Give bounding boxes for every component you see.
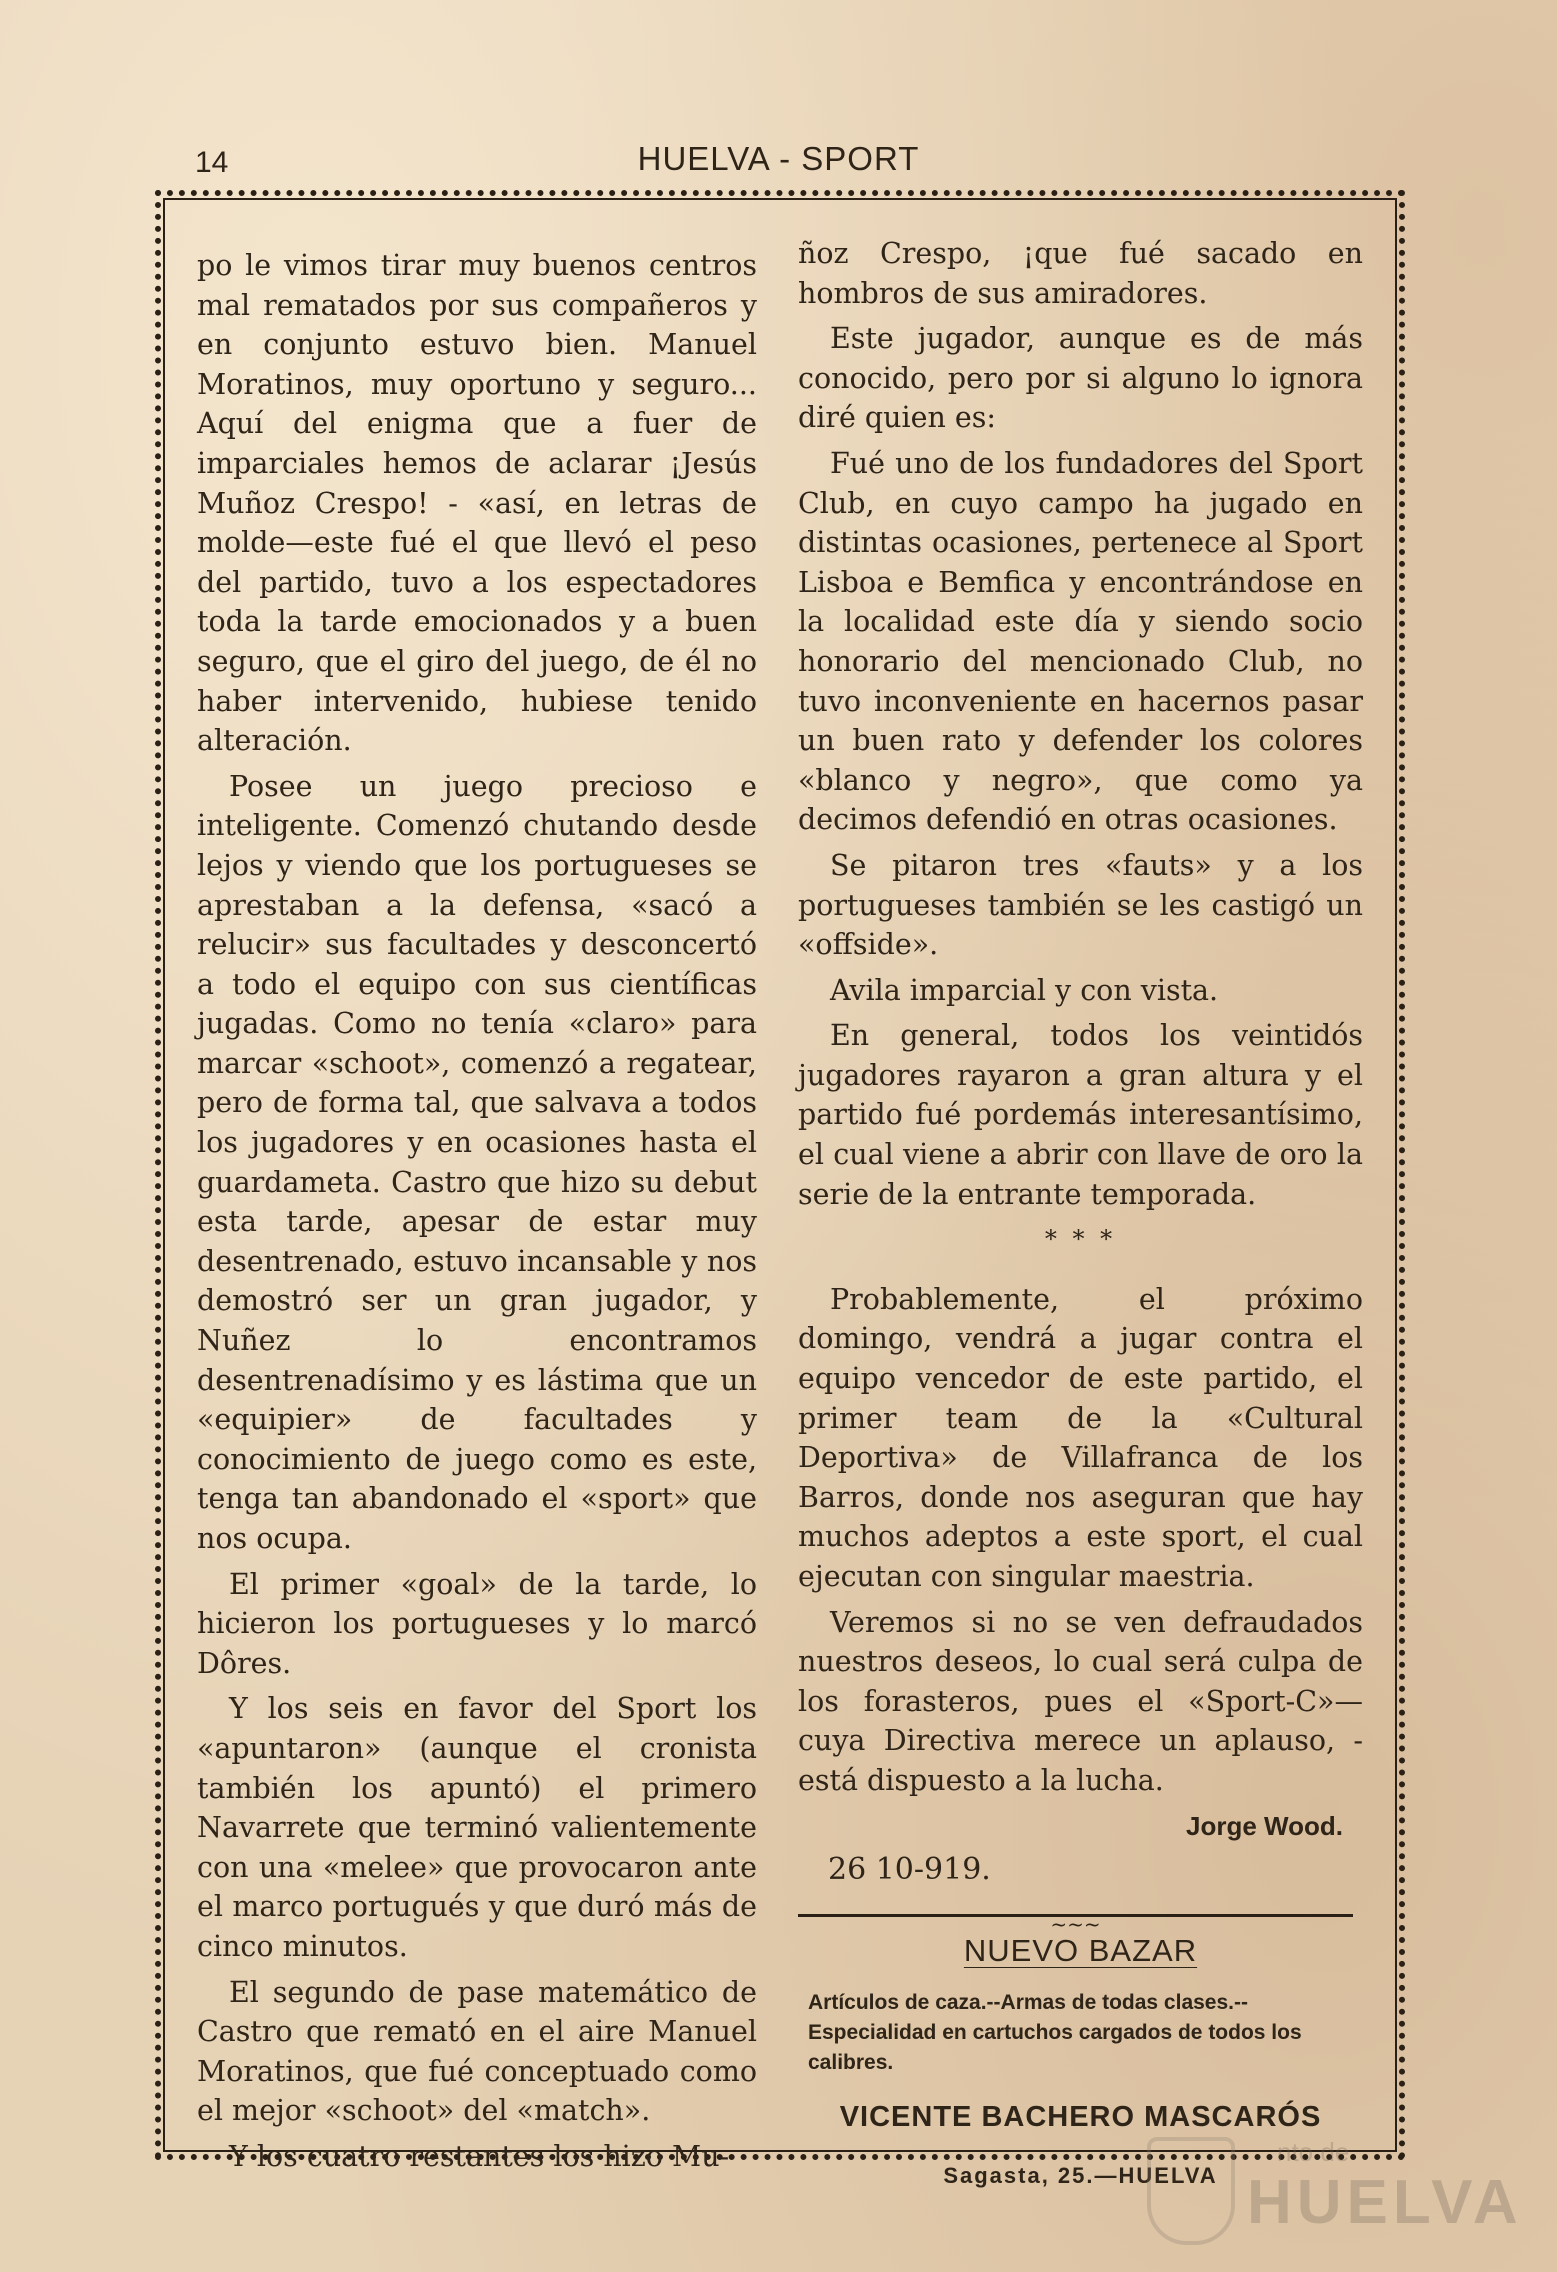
section-break-asterisks: * * * (1044, 1225, 1117, 1254)
paragraph: ñoz Crespo, ¡que fué sacado en hombros de sus amiradores. (798, 237, 1363, 310)
paragraph: El primer «goal» de la tarde, lo hicieron los portugueses y lo marcó Dôres. (197, 1567, 757, 1680)
journal-title: HUELVA - SPORT (637, 140, 920, 177)
page-header (0, 140, 1557, 190)
paragraph: Y los cuatro restantes los hizo Mu- (229, 2139, 730, 2173)
page-number: 14 (195, 146, 229, 179)
paragraph: Posee un juego precioso e inteligente. Comenzó chutando desde lejos y viendo que los portugueses se aprestaban a la defensa, «sacó a relucir» sus facultades y desconcertó a todo el equipo con sus científicas jugadas. Como no tenía «claro» para marcar «schoot», comenzó a regatear, pero de forma tal, que salvava a todos los jugadores y en ocasiones hasta el guardameta. Castro que hizo su debut esta tarde, apesar de estar muy desentrenado, estuvo incansable y nos demostró ser un gran jugador, y Nuñez lo encontramos desentrenadísimo y es lástima que un «equipier» de facultades y conocimiento de juego como es este, tenga tan abandonado el «sport» que nos ocupa. (197, 769, 757, 1555)
paragraph: En general, todos los veintidós jugadores rayaron a gran altura y el partido fué pordemás interesantísimo, el cual viene a abrir con llave de oro la serie de la entrante temporada. (798, 1019, 1363, 1211)
paragraph: Y los seis en favor del Sport los «apuntaron» (aunque el cronista también los apuntó) el primero Navarrete que terminó valientemente con una «melee» que provocaron ante el marco portugués y que duró más de cinco minutos. (197, 1692, 757, 1963)
paragraph: Avila imparcial y con vista. (830, 973, 1219, 1007)
paragraph: Fué uno de los fundadores del Sport Club, en cuyo campo ha jugado en distintas ocasiones, pertenece al Sport Lisboa e Bemfica y encontrándose en la localidad este día y siendo socio honorario del mencionado Club, no tuvo inconveniente en hacernos pasar un buen rato y defender los colores «blanco y negro», que como ya decimos defendió en otras ocasiones. (798, 446, 1363, 837)
paragraph: Este jugador, aunque es de más conocido, pero por si alguno lo ignora diré quien es: (798, 322, 1363, 435)
ad-owner: VICENTE BACHERO MASCARÓS (839, 2101, 1322, 2134)
watermark-big-text: HUELVA (1247, 2168, 1523, 2237)
ad-description: Artículos de caza.--Armas de todas clases.--Especialidad en cartuchos cargados de todos los calibres. (808, 1991, 1302, 2075)
article-date: 26 10-919. (828, 1852, 991, 1888)
left-column (197, 246, 757, 2183)
paragraph: Se pitaron tres «fauts» y a los portugueses también se les castigó un «offside». (798, 848, 1363, 962)
paragraph: Veremos si no se ven defraudados nuestros deseos, lo cual será culpa de los forasteros, pues el «Sport-C»—cuya Directiva merece un aplauso, - está dispuesto a la lucha. (798, 1605, 1363, 1797)
divider-ornament-icon: ~~~ (1050, 1911, 1101, 1936)
ad-title: NUEVO BAZAR (963, 1932, 1198, 1968)
paragraph: po le vimos tirar muy buenos centros mal rematados por sus compañeros y en conjunto estuvo bien. Manuel Moratinos, muy oportuno y seguro... Aquí del enigma que a fuer de imparciales hemos de aclarar ¡Jesús Muñoz Crespo! - «así, en letras de molde—este fué el que llevó el peso del partido, tuvo a los espectadores toda la tarde emocionados y a buen seguro, que el giro del juego, de él no haber intervenido, hubiese tenido alteración. (197, 249, 757, 758)
archive-watermark (1147, 2137, 1523, 2247)
ornamental-divider (798, 1911, 1353, 1936)
paragraph: El segundo de pase matemático de Castro que remató en el aire Manuel Moratinos, que fué conceptuado como el mejor «schoot» del «match». (197, 1975, 757, 2128)
ad-address: Sagasta, 25.—HUELVA (943, 2162, 1218, 2188)
paragraph: Probablemente, el próximo domingo, vendrá a jugar contra el equipo vencedor de este partido, el primer team de la «Cultural Deportiva» de Villafranca de los Barros, donde nos aseguran que hay muchos adeptos a este sport, el cual ejecutan con singular maestria. (798, 1282, 1363, 1593)
coat-of-arms-icon (1147, 2137, 1235, 2245)
watermark-small-text: nto de (1277, 2137, 1350, 2167)
right-column (798, 234, 1363, 2196)
author-signature: Jorge Wood. (1186, 1810, 1343, 1841)
